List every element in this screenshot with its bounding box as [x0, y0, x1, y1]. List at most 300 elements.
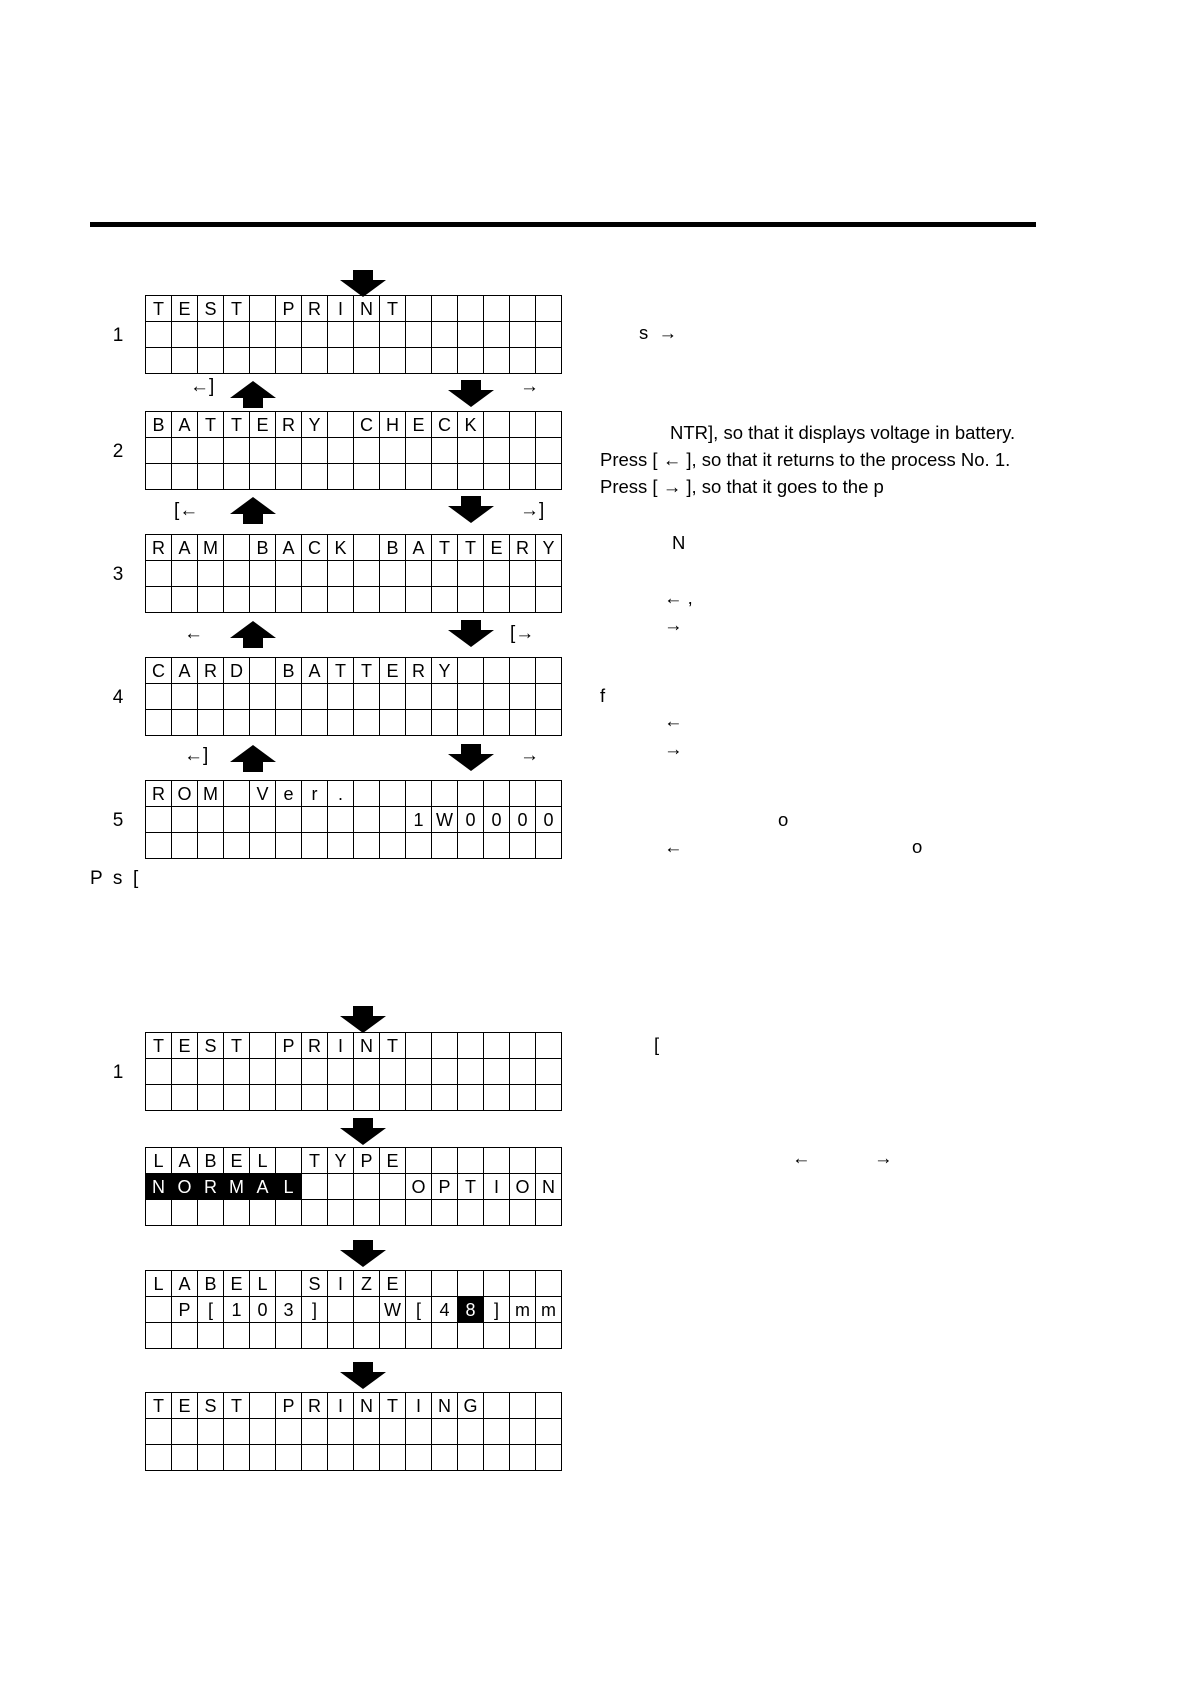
- lcd-cell: Y: [328, 1148, 354, 1174]
- lcd-cell: [510, 1200, 536, 1226]
- lcd-cell: [276, 438, 302, 464]
- lcd-cell: [406, 833, 432, 859]
- lcd-cell: [354, 710, 380, 736]
- lcd-cell: [: [198, 1297, 224, 1323]
- lcd-cell: R: [198, 658, 224, 684]
- lcd-cell: [276, 1148, 302, 1174]
- lcd-cell: [198, 710, 224, 736]
- lcd-cell: [354, 1297, 380, 1323]
- lcd-cell: R: [302, 296, 328, 322]
- lcd-cell: [354, 1085, 380, 1111]
- lcd-cell: [510, 322, 536, 348]
- lcd-cell: [250, 1059, 276, 1085]
- lcd-cell: [302, 1085, 328, 1111]
- lcd-cell: [432, 561, 458, 587]
- lcd-cell: [146, 1323, 172, 1349]
- lcd-cell: [536, 658, 562, 684]
- lcd-cell: [224, 1200, 250, 1226]
- lcd-cell: [510, 1148, 536, 1174]
- lcd-cell: [328, 1174, 354, 1200]
- lcd-cell: [536, 781, 562, 807]
- lcd-cell: m: [510, 1297, 536, 1323]
- lcd-cell: [224, 464, 250, 490]
- lcd-cell: [510, 1085, 536, 1111]
- lcd-cell: [484, 710, 510, 736]
- lcd-cell: [172, 1419, 198, 1445]
- lcd-cell: L: [250, 1148, 276, 1174]
- lcd-cell: T: [380, 1393, 406, 1419]
- lcd-cell: [224, 684, 250, 710]
- step-number: 2: [112, 441, 124, 462]
- lcd-cell: [432, 1148, 458, 1174]
- lcd-cell: [406, 1323, 432, 1349]
- lcd-cell: T: [432, 535, 458, 561]
- lcd-cell: [276, 587, 302, 613]
- lcd-cell: [198, 1085, 224, 1111]
- lcd-cell: 0: [510, 807, 536, 833]
- lcd-cell: [328, 1085, 354, 1111]
- lcd-cell: [536, 438, 562, 464]
- lcd-cell: [328, 1323, 354, 1349]
- lcd-cell: B: [198, 1271, 224, 1297]
- lcd-cell: [224, 587, 250, 613]
- lcd-cell: S: [198, 1393, 224, 1419]
- lcd-cell: W: [380, 1297, 406, 1323]
- lcd-cell: [250, 322, 276, 348]
- lcd-cell: [484, 438, 510, 464]
- lcd-cell: [458, 587, 484, 613]
- lcd-cell: [328, 1200, 354, 1226]
- lcd-cell: [224, 561, 250, 587]
- lcd-cell: [536, 322, 562, 348]
- lcd-cell: [224, 1419, 250, 1445]
- down-arrow-icon: [446, 744, 496, 772]
- lcd-cell: [510, 833, 536, 859]
- lcd-cell: [354, 322, 380, 348]
- lcd-cell: [146, 438, 172, 464]
- lcd-cell: M: [198, 535, 224, 561]
- lcd-cell: 0: [484, 807, 510, 833]
- up-arrow-icon: [228, 744, 278, 772]
- lcd-cell: T: [328, 658, 354, 684]
- lcd-cell: [536, 1059, 562, 1085]
- step-number: 4: [112, 687, 124, 708]
- lcd-cell: [224, 1323, 250, 1349]
- lcd-cell: [302, 348, 328, 374]
- step-number: 3: [112, 564, 124, 585]
- desc-text: o: [778, 809, 789, 830]
- lcd-cell: E: [380, 1148, 406, 1174]
- lcd-cell: B: [146, 412, 172, 438]
- lcd-cell: [328, 1059, 354, 1085]
- lcd-row: [146, 1271, 562, 1297]
- lcd-cell: [484, 412, 510, 438]
- lcd-cell: [146, 464, 172, 490]
- lcd-row: [146, 296, 562, 322]
- step-number: 5: [112, 810, 124, 831]
- lcd-cell: [198, 1059, 224, 1085]
- lcd-cell: [276, 807, 302, 833]
- lcd-cell: [406, 1085, 432, 1111]
- lcd-row: [146, 1419, 562, 1445]
- lcd-cell: I: [406, 1393, 432, 1419]
- lcd-cell: [380, 1200, 406, 1226]
- lcd-cell: [510, 658, 536, 684]
- lcd-cell: [432, 296, 458, 322]
- lcd-cell: T: [380, 1033, 406, 1059]
- lcd-cell: O: [510, 1174, 536, 1200]
- lcd-cell: [354, 1445, 380, 1471]
- lcd-cell: [510, 296, 536, 322]
- lcd-row: [146, 1033, 562, 1059]
- step-number: 1: [112, 325, 124, 346]
- lcd-cell: [380, 587, 406, 613]
- lcd-cell: [510, 781, 536, 807]
- lcd-cell: L: [146, 1148, 172, 1174]
- lcd-cell: [250, 807, 276, 833]
- lcd-cell: [250, 1393, 276, 1419]
- lcd-cell: [380, 684, 406, 710]
- lcd-cell: E: [484, 535, 510, 561]
- lcd-cell: S: [198, 1033, 224, 1059]
- lcd-cell: 0: [250, 1297, 276, 1323]
- lcd-cell: 3: [276, 1297, 302, 1323]
- lcd-cell: T: [354, 658, 380, 684]
- lcd-cell: [406, 1200, 432, 1226]
- lcd-cell: [328, 684, 354, 710]
- lcd-cell: [484, 1445, 510, 1471]
- lcd-cell: [432, 438, 458, 464]
- lcd-cell: [172, 1085, 198, 1111]
- lcd-cell: ]: [302, 1297, 328, 1323]
- lcd-cell: [536, 1393, 562, 1419]
- lcd-screen-label-size: [145, 1270, 562, 1349]
- lcd-cell: [432, 1059, 458, 1085]
- lcd-cell: [510, 348, 536, 374]
- lcd-cell: [146, 322, 172, 348]
- lcd-cell: E: [224, 1148, 250, 1174]
- lcd-cell: ]: [484, 1297, 510, 1323]
- lcd-cell: [510, 561, 536, 587]
- lcd-cell: [302, 1323, 328, 1349]
- nav-label-right: →: [520, 376, 539, 397]
- lcd-cell: R: [510, 535, 536, 561]
- lcd-cell: [146, 587, 172, 613]
- lcd-cell: [484, 1148, 510, 1174]
- lcd-cell: [224, 781, 250, 807]
- lcd-cell: [406, 561, 432, 587]
- lcd-cell: [536, 561, 562, 587]
- lcd-cell: [224, 348, 250, 374]
- lcd-cell: [432, 348, 458, 374]
- lcd-cell: B: [380, 535, 406, 561]
- lcd-cell: [172, 1323, 198, 1349]
- lcd-cell: [250, 1445, 276, 1471]
- lcd-cell: [302, 1059, 328, 1085]
- lcd-cell: T: [458, 1174, 484, 1200]
- desc-text: →: [664, 738, 683, 759]
- lcd-cell: S: [302, 1271, 328, 1297]
- lcd-cell: [172, 587, 198, 613]
- lcd-cell: [432, 1419, 458, 1445]
- lcd-cell: T: [146, 296, 172, 322]
- lcd-cell: [302, 1200, 328, 1226]
- lcd-cell: E: [380, 1271, 406, 1297]
- lcd-cell: [328, 464, 354, 490]
- lcd-cell: [536, 412, 562, 438]
- lcd-cell: R: [146, 781, 172, 807]
- lcd-cell: W: [432, 807, 458, 833]
- lcd-cell: P: [354, 1148, 380, 1174]
- lcd-cell: [432, 322, 458, 348]
- lcd-cell: [458, 322, 484, 348]
- lcd-cell: [328, 587, 354, 613]
- lcd-cell: [250, 296, 276, 322]
- lcd-cell: [458, 296, 484, 322]
- lcd-cell: [276, 1085, 302, 1111]
- desc-text: ← ,: [664, 587, 693, 608]
- lcd-cell: R: [198, 1174, 224, 1200]
- lcd-row: [146, 412, 562, 438]
- lcd-cell: [406, 296, 432, 322]
- lcd-cell: [536, 710, 562, 736]
- lcd-cell: P: [432, 1174, 458, 1200]
- lcd-cell: [328, 322, 354, 348]
- lcd-cell: [198, 1200, 224, 1226]
- lcd-cell: [250, 1419, 276, 1445]
- lcd-cell: 1: [406, 807, 432, 833]
- lcd-cell: [406, 1445, 432, 1471]
- lcd-cell: [302, 833, 328, 859]
- lcd-cell: A: [250, 1174, 276, 1200]
- down-arrow-icon: [446, 380, 496, 408]
- lcd-cell: [380, 1419, 406, 1445]
- lcd-cell: [146, 561, 172, 587]
- lcd-cell: [276, 1200, 302, 1226]
- lcd-cell: [276, 322, 302, 348]
- lcd-cell: I: [484, 1174, 510, 1200]
- lcd-cell: [276, 348, 302, 374]
- lcd-row: [146, 322, 562, 348]
- desc-text: NTR], so that it displays voltage in battery.: [670, 422, 1016, 443]
- lcd-screen-test-print: [145, 1032, 562, 1111]
- lcd-cell: [172, 684, 198, 710]
- lcd-row: [146, 587, 562, 613]
- lcd-cell: I: [328, 296, 354, 322]
- lcd-cell: [458, 561, 484, 587]
- lcd-cell: [146, 833, 172, 859]
- lcd-cell: [484, 1271, 510, 1297]
- lcd-cell: [406, 1419, 432, 1445]
- lcd-cell: [432, 1323, 458, 1349]
- lcd-cell: [484, 1393, 510, 1419]
- lcd-cell: L: [250, 1271, 276, 1297]
- lcd-cell: C: [146, 658, 172, 684]
- lcd-cell: [328, 710, 354, 736]
- lcd-row: [146, 1085, 562, 1111]
- lcd-cell: [510, 1445, 536, 1471]
- lcd-cell: [484, 464, 510, 490]
- lcd-cell: [458, 464, 484, 490]
- lcd-cell: [302, 438, 328, 464]
- lcd-cell: [198, 833, 224, 859]
- lcd-cell: C: [354, 412, 380, 438]
- lcd-cell: [172, 1200, 198, 1226]
- desc-text: Press [ → ], so that it goes to the p: [600, 476, 884, 497]
- lcd-cell: [198, 587, 224, 613]
- lcd-cell: [380, 1059, 406, 1085]
- nav-label-left: [←: [174, 500, 199, 521]
- lcd-cell: Z: [354, 1271, 380, 1297]
- lcd-cell: [198, 1419, 224, 1445]
- lcd-cell: [406, 710, 432, 736]
- lcd-cell: [328, 438, 354, 464]
- lcd-cell: [484, 1059, 510, 1085]
- lcd-row: [146, 561, 562, 587]
- lcd-cell: [484, 322, 510, 348]
- lcd-cell: [198, 807, 224, 833]
- lcd-cell: [458, 1085, 484, 1111]
- lcd-cell: [302, 807, 328, 833]
- lcd-cell: [328, 412, 354, 438]
- lcd-cell: [146, 807, 172, 833]
- lcd-cell: [224, 710, 250, 736]
- lcd-cell: [432, 1200, 458, 1226]
- lcd-cell: T: [224, 412, 250, 438]
- lcd-cell: [198, 438, 224, 464]
- lcd-row: [146, 684, 562, 710]
- lcd-row: [146, 1200, 562, 1226]
- lcd-cell: [224, 535, 250, 561]
- desc-text: ←: [664, 836, 683, 857]
- lcd-cell: [146, 710, 172, 736]
- lcd-row: [146, 781, 562, 807]
- lcd-cell: O: [406, 1174, 432, 1200]
- lcd-cell: m: [536, 1297, 562, 1323]
- lcd-cell: [276, 833, 302, 859]
- lcd-cell: [354, 807, 380, 833]
- lcd-cell: [250, 684, 276, 710]
- lcd-cell: [380, 322, 406, 348]
- lcd-cell: A: [276, 535, 302, 561]
- lcd-cell: [510, 1393, 536, 1419]
- lcd-cell: [276, 710, 302, 736]
- lcd-cell: P: [276, 1033, 302, 1059]
- lcd-cell: [458, 348, 484, 374]
- lcd-cell: A: [172, 412, 198, 438]
- lcd-cell: [484, 1033, 510, 1059]
- lcd-screen-rom-version: [145, 780, 562, 859]
- lcd-cell: G: [458, 1393, 484, 1419]
- lcd-cell: [354, 587, 380, 613]
- lcd-cell: D: [224, 658, 250, 684]
- lcd-cell: [146, 1297, 172, 1323]
- desc-text: Press [ ← ], so that it returns to the process No. 1.: [600, 449, 1011, 470]
- lcd-cell: [406, 438, 432, 464]
- lcd-cell: [406, 1033, 432, 1059]
- lcd-cell: Y: [432, 658, 458, 684]
- lcd-cell: [302, 1419, 328, 1445]
- lcd-cell: C: [432, 412, 458, 438]
- lcd-cell: [302, 1445, 328, 1471]
- lcd-cell: [406, 348, 432, 374]
- lcd-cell: [406, 1148, 432, 1174]
- down-arrow-icon: [338, 1006, 388, 1034]
- lcd-cell: [536, 684, 562, 710]
- desc-text: ←: [664, 710, 683, 731]
- lcd-cell: [224, 807, 250, 833]
- lcd-cell: R: [146, 535, 172, 561]
- lcd-cell: B: [276, 658, 302, 684]
- lcd-screen-card-battery: [145, 657, 562, 736]
- lcd-cell: [198, 561, 224, 587]
- lcd-cell: [432, 1085, 458, 1111]
- lcd-cell: [536, 1445, 562, 1471]
- lcd-cell: [406, 1271, 432, 1297]
- lcd-cell: [224, 438, 250, 464]
- lcd-cell: A: [172, 1271, 198, 1297]
- lcd-cell: R: [302, 1033, 328, 1059]
- lcd-row: [146, 438, 562, 464]
- up-arrow-icon: [228, 380, 278, 408]
- lcd-cell: Y: [302, 412, 328, 438]
- lcd-cell: [250, 1033, 276, 1059]
- lcd-cell: [484, 1323, 510, 1349]
- lcd-cell: [380, 833, 406, 859]
- lcd-cell: [328, 807, 354, 833]
- nav-label-right: [→: [510, 623, 535, 644]
- lcd-cell: [536, 1085, 562, 1111]
- down-arrow-icon: [338, 1362, 388, 1390]
- lcd-row: [146, 1297, 562, 1323]
- lcd-cell: [354, 348, 380, 374]
- lcd-cell: L: [146, 1271, 172, 1297]
- lcd-cell: [458, 710, 484, 736]
- lcd-cell: [380, 807, 406, 833]
- lcd-cell: [224, 1085, 250, 1111]
- lcd-cell: [250, 833, 276, 859]
- lcd-cell: 0: [536, 807, 562, 833]
- desc-text: [: [654, 1034, 660, 1055]
- lcd-cell: [432, 684, 458, 710]
- lcd-cell: [380, 1445, 406, 1471]
- lcd-cell: [510, 1033, 536, 1059]
- lcd-cell: [484, 833, 510, 859]
- lcd-cell: [484, 684, 510, 710]
- lcd-row: [146, 1148, 562, 1174]
- lcd-cell: [250, 348, 276, 374]
- lcd-cell: [406, 684, 432, 710]
- lcd-cell: [536, 1271, 562, 1297]
- lcd-cell: [432, 781, 458, 807]
- lcd-row: [146, 1174, 562, 1200]
- lcd-cell: [458, 1200, 484, 1226]
- lcd-cell: T: [198, 412, 224, 438]
- down-arrow-icon: [446, 496, 496, 524]
- lcd-cell: [406, 322, 432, 348]
- lcd-cell: [250, 587, 276, 613]
- lcd-cell: [354, 1200, 380, 1226]
- lcd-cell: [406, 587, 432, 613]
- footnote: P s [: [90, 868, 139, 889]
- desc-text: o: [912, 836, 923, 857]
- lcd-cell: V: [250, 781, 276, 807]
- lcd-cell: [380, 438, 406, 464]
- lcd-cell: L: [276, 1174, 302, 1200]
- nav-label-right: →]: [520, 500, 545, 521]
- lcd-cell: [354, 438, 380, 464]
- lcd-cell: M: [224, 1174, 250, 1200]
